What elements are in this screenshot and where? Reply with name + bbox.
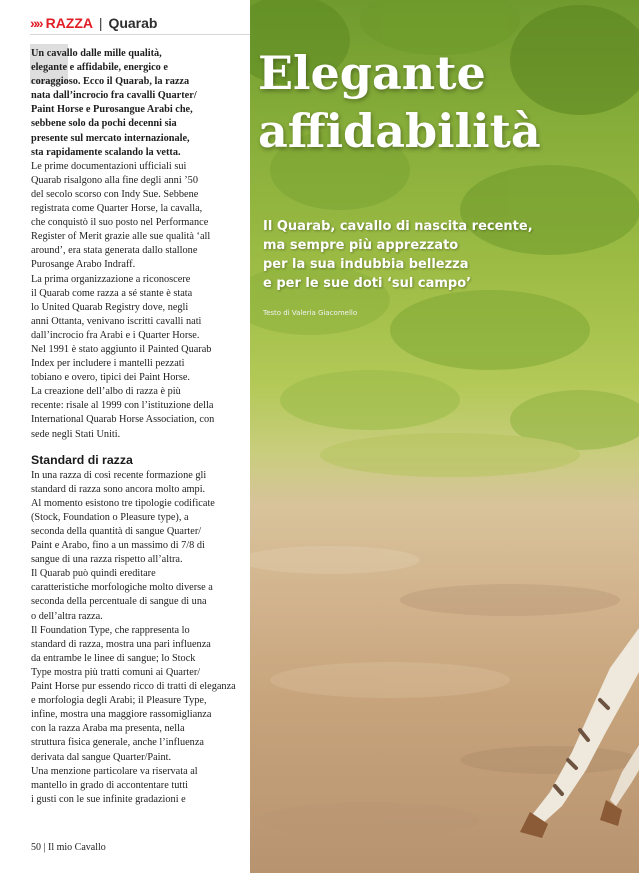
body-line: In una razza di così recente formazione gli — [31, 469, 207, 481]
body-line: con la razza Araba ma presenta, nella — [31, 723, 185, 735]
body-line: seconda della percentuale di sangue di una — [31, 596, 207, 608]
title-line: Elegante — [258, 46, 486, 100]
body-line: da entrambe le linee di sangue; lo Stock — [31, 652, 196, 664]
body-line: Register of Merit grazie alle sue qualità ‘all — [31, 231, 211, 243]
body-line: il Quarab come razza a sé stante è stata — [31, 287, 193, 299]
body-line: Il Foundation Type, che rappresenta lo — [31, 624, 190, 636]
body-line: Le prime documentazioni ufficiali sui — [31, 160, 187, 172]
page-number: 50 — [31, 842, 41, 853]
subtitle-line: Il Quarab, cavallo di nascita recente, — [263, 219, 533, 234]
ground-texture — [250, 546, 639, 838]
lead-paragraph — [31, 47, 245, 160]
lead-line: Un cavallo dalle mille qualità, — [31, 48, 162, 59]
body-line: (Stock, Foundation o Pleasure type), a — [31, 511, 189, 523]
article-subtitle — [263, 217, 563, 293]
body-line: anni Ottanta, venivano iscritti cavalli nati — [31, 315, 202, 327]
body-line: struttura fisica generale, anche l’influenza — [31, 737, 204, 749]
body-line: caratteristiche morfologiche molto diverse a — [31, 582, 213, 594]
section-heading: Standard di razza — [31, 452, 133, 467]
body-line: o dell’altra razza. — [31, 610, 103, 622]
section-header — [30, 14, 157, 32]
body-line: lo United Quarab Registry dove, negli — [31, 301, 189, 313]
body-line: sede negli Stati Uniti. — [31, 428, 121, 440]
body-line: infine, mostra una maggiore rassomiglianza — [31, 709, 212, 721]
body-line: del secolo scorso con Indy Sue. Sebbene — [31, 188, 199, 200]
title-line: affidabilità — [258, 104, 541, 158]
body-line: Purosange Arabo Indraff. — [31, 259, 136, 271]
body-line: sangue di una razza rispetto all’altra. — [31, 554, 183, 566]
body-line: Una menzione particolare va riservata al — [31, 765, 198, 777]
magazine-name: Il mio Cavallo — [48, 842, 106, 853]
body-line: e morfologia degli Arabi; il Pleasure Type, — [31, 695, 207, 707]
body-line: Type mostra più tratti comuni ai Quarter/ — [31, 666, 201, 678]
body-line: tobiano e overo, tipici dei Paint Horse. — [31, 372, 190, 384]
body-line: recente: risale al 1999 con l’istituzione della — [31, 400, 214, 412]
lead-line: elegante e affidabile, energico e — [31, 62, 168, 74]
body-line: standard di razza, mostra una pari influenza — [31, 638, 211, 650]
double-chevron-icon: »» — [30, 15, 42, 31]
body-line: La prima organizzazione a riconoscere — [31, 273, 191, 285]
body-line: mantello in grado di accontentare tutti — [31, 779, 188, 791]
section-label: RAZZA — [45, 15, 94, 31]
subtitle-line: per la sua indubbia bellezza — [263, 257, 469, 272]
body-line: International Quarab Horse Association, con — [31, 414, 215, 426]
body-line: around’, era stata generata dallo stallone — [31, 245, 198, 257]
header-separator: | — [98, 15, 103, 31]
lead-line: sebbene solo da pochi decenni sia — [31, 118, 177, 130]
article-body — [31, 47, 245, 807]
header-rule — [30, 34, 250, 35]
lead-line: Paint Horse e Purosangue Arabi che, — [31, 104, 193, 116]
lead-line: sta rapidamente scalando la vetta. — [31, 146, 181, 158]
body-line: Paint e Arabo, fino a un massimo di 7/8 di — [31, 540, 205, 552]
body-line: registrata come Quarter Horse, la cavalla, — [31, 203, 203, 215]
subtitle-line: ma sempre più apprezzato — [263, 238, 459, 253]
body-line: Index per includere i mantelli pezzati — [31, 358, 185, 370]
body-line: standard di razza sono ancora molto ampi. — [31, 483, 206, 495]
horse-legs — [520, 628, 639, 838]
body-line: seconda della quantità di sangue Quarter/ — [31, 526, 202, 537]
body-line: i gusti con le sue infinite gradazioni e — [31, 793, 186, 805]
paragraph-gap — [31, 442, 245, 452]
lead-line: presente sul mercato internazionale, — [31, 132, 190, 144]
body-line: derivata dal sangue Quarter/Paint. — [31, 751, 172, 763]
body-paragraph — [31, 160, 245, 442]
body-line: La creazione dell’albo di razza è più — [31, 386, 181, 398]
body-line: Il Quarab può quindi ereditare — [31, 568, 156, 580]
subtitle-line: e per le sue doti ‘sul campo’ — [263, 276, 472, 291]
footer-separator: | — [43, 842, 46, 853]
body-line: Paint Horse pur essendo ricco di tratti di eleganza — [31, 681, 236, 693]
lead-line: coraggioso. Ecco il Quarab, la razza — [31, 76, 190, 88]
body-line: Nel 1991 è stato aggiunto il Painted Quarab — [31, 343, 212, 355]
article-title — [258, 44, 541, 160]
page-footer — [31, 842, 106, 853]
body-paragraph — [31, 469, 245, 807]
body-line: Al momento esistono tre tipologie codificate — [31, 497, 215, 509]
body-line: dall’incrocio fra Arabi e i Quarter Horse. — [31, 329, 200, 341]
body-line: Quarab risalgono alla fine degli anni ’50 — [31, 174, 198, 186]
body-line: che conquistò il suo posto nel Performance — [31, 217, 209, 229]
subsection-label: Quarab — [108, 15, 158, 31]
lead-line: nata dall’incrocio fra cavalli Quarter/ — [31, 90, 197, 102]
text-column — [0, 0, 250, 873]
article-byline: Testo di Valeria Giacomello — [263, 309, 358, 317]
